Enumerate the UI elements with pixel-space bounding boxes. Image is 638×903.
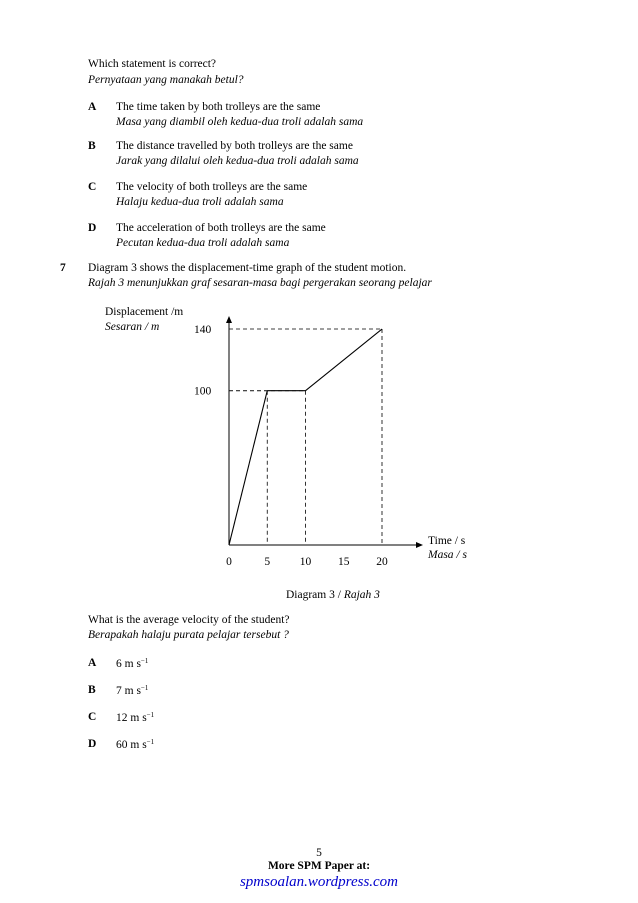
q7-option-b-letter: B <box>88 684 96 696</box>
x-axis-label-ms: Masa / s <box>428 549 467 561</box>
x-tick-label: 5 <box>264 556 271 568</box>
footer-link[interactable]: spmsoalan.wordpress.com <box>239 874 399 890</box>
q7-option-d-value <box>116 738 154 751</box>
page-number: 5 <box>316 847 322 859</box>
q6-stem-en: Which statement is correct? <box>88 58 217 70</box>
x-tick-label: 10 <box>299 556 312 568</box>
x-tick-label: 0 <box>226 556 232 568</box>
q7-option-a-exp: −1 <box>140 657 149 665</box>
q7-option-d-unit: 60 m s <box>116 739 147 751</box>
displacement-line-segment <box>229 391 267 545</box>
graph-axes <box>226 316 423 548</box>
q7-option-b-exp: −1 <box>140 684 149 692</box>
q7-option-b-unit: 7 m s <box>116 685 141 697</box>
q6-option-c-en: The velocity of both trolleys are the same <box>116 181 308 193</box>
diagram-caption <box>286 589 380 601</box>
q7-option-b-value <box>116 684 148 697</box>
y-axis-arrow-icon <box>226 316 232 323</box>
displacement-line-segment <box>306 329 383 391</box>
diagram-caption-ms: Rajah 3 <box>343 589 380 601</box>
y-axis-label-ms: Sesaran / m <box>105 321 160 333</box>
q6-stem-ms: Pernyataan yang manakah betul? <box>88 74 244 86</box>
graph-guides <box>229 329 382 545</box>
q6-option-b-en: The distance travelled by both trolleys are the same <box>116 140 353 152</box>
q7-option-a-value <box>116 657 148 670</box>
y-axis-label-en: Displacement /m <box>105 306 184 318</box>
x-tick-label: 15 <box>338 556 350 568</box>
q7-option-a-unit: 6 m s <box>116 658 141 670</box>
q7-stem-en: Diagram 3 shows the displacement-time graph of the student motion. <box>88 262 407 274</box>
q6-option-b-letter: B <box>88 140 96 152</box>
x-tick-label: 20 <box>376 556 388 568</box>
q6-option-c-ms: Halaju kedua-dua troli adalah sama <box>116 196 284 208</box>
x-axis-arrow-icon <box>416 542 423 548</box>
q7-option-a-letter: A <box>88 657 97 669</box>
x-axis-label-en: Time / s <box>428 535 466 547</box>
q7-question-en: What is the average velocity of the student? <box>88 614 290 626</box>
q6-option-b-ms: Jarak yang dilalui oleh kedua-dua troli adalah sama <box>116 155 359 167</box>
q7-option-c-value <box>116 711 154 724</box>
q6-option-a-ms: Masa yang diambil oleh kedua-dua troli adalah sama <box>116 116 364 128</box>
q7-stem-ms: Rajah 3 menunjukkan graf sesaran-masa bagi pergerakan seorang pelajar <box>88 277 432 289</box>
diagram-caption-en: Diagram 3 / <box>286 589 344 601</box>
q6-option-d-en: The acceleration of both trolleys are the same <box>116 222 326 234</box>
q7-option-d-letter: D <box>88 738 97 750</box>
q6-option-c-letter: C <box>88 181 97 193</box>
graph-tick-labels <box>194 324 388 568</box>
q6-option-d-ms: Pecutan kedua-dua troli adalah sama <box>116 237 290 249</box>
q7-option-c-letter: C <box>88 711 97 723</box>
footer-more-label: More SPM Paper at: <box>267 860 371 872</box>
q7-number: 7 <box>60 262 66 274</box>
q6-option-a-en: The time taken by both trolleys are the same <box>116 101 321 113</box>
y-tick-label: 140 <box>194 324 212 336</box>
q6-option-a-letter: A <box>88 101 97 113</box>
q7-question-ms: Berapakah halaju purata pelajar tersebut ? <box>88 629 289 641</box>
y-tick-label: 100 <box>194 385 212 398</box>
q6-option-d-letter: D <box>88 222 97 234</box>
q7-option-d-exp: −1 <box>146 738 155 746</box>
q7-option-c-unit: 12 m s <box>116 712 147 724</box>
q7-option-c-exp: −1 <box>146 711 155 719</box>
